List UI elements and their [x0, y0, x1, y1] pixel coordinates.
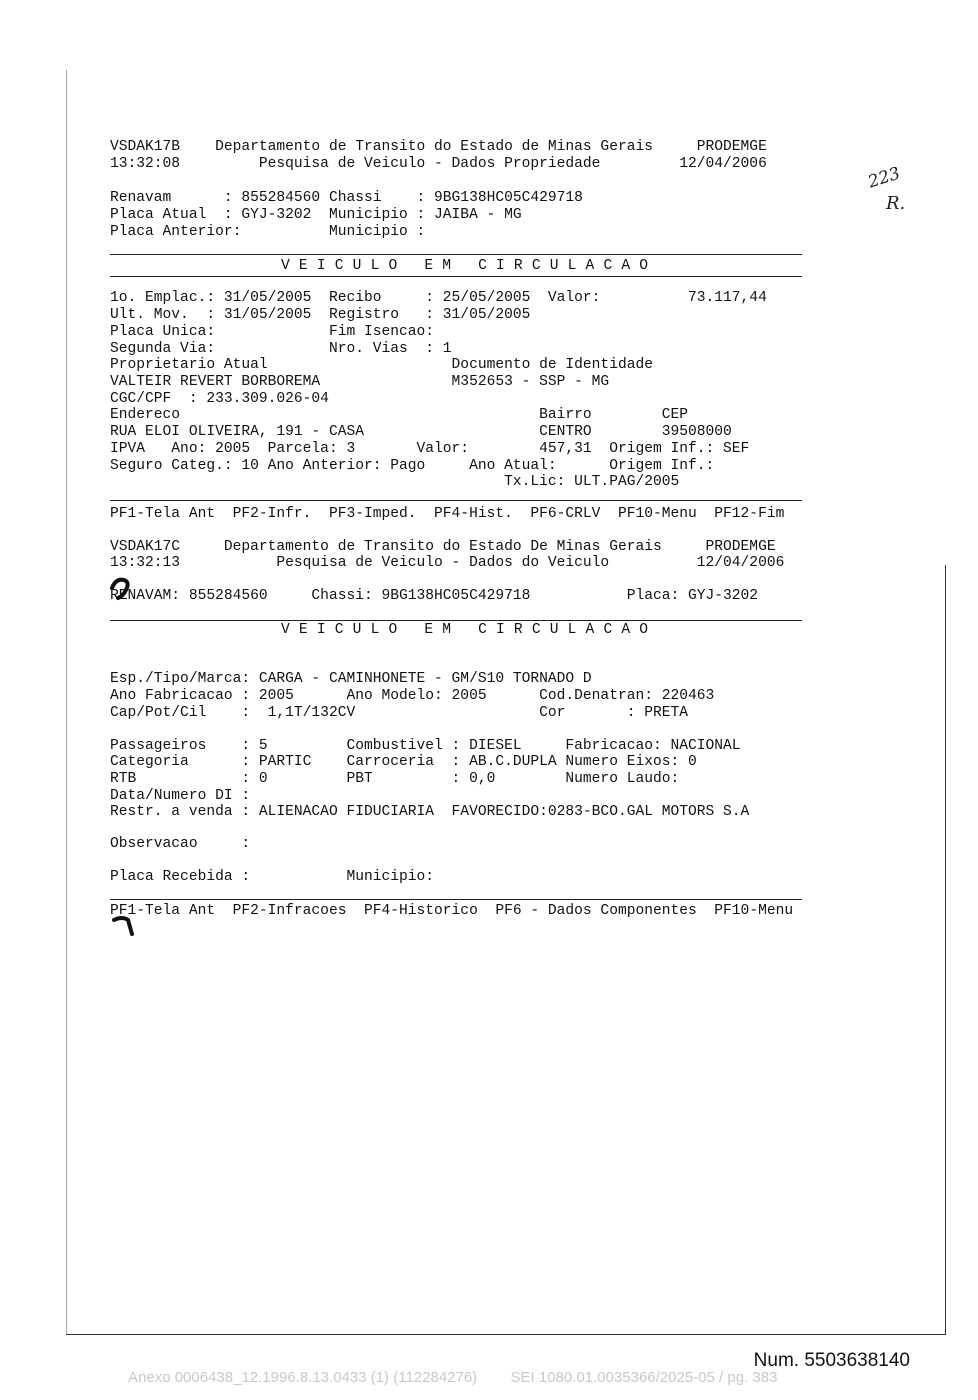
page-frame-left [66, 70, 67, 1335]
screen2-restricao-line: Restr. a venda : ALIENACAO FIDUCIARIA FAVORECIDO:0283-BCO.GAL MOTORS S.A [110, 804, 750, 820]
scan-mark-icon [112, 910, 140, 938]
screen1-rule-banner [110, 276, 802, 277]
document-number: Num. 5503638140 [753, 1350, 910, 1371]
screen2-rule-bottom [110, 899, 802, 900]
screen2-rule-top [110, 620, 802, 621]
screen1-banner: V E I C U L O E M C I R C U L A C A O [281, 258, 649, 274]
screen2-passageiros-line: Passageiros : 5 Combustivel : DIESEL Fabricacao: NACIONAL [110, 738, 741, 754]
screen1-endereco-label-line: Endereco Bairro CEP [110, 407, 689, 423]
screen1-emplac-line: 1o. Emplac.: 31/05/2005 Recibo : 25/05/2005 Valor: 73.117,44 [110, 290, 767, 306]
handwritten-initial: R. [886, 193, 906, 214]
page-frame-bottom [66, 1334, 946, 1335]
screen1-ipva-line: IPVA Ano: 2005 Parcela: 3 Valor: 457,31 Origem Inf.: SEF [110, 441, 750, 457]
screen1-proprietario-value-line: VALTEIR REVERT BORBOREMA M352653 - SSP - MG [110, 374, 610, 390]
screen2-header-line1: VSDAK17C Departamento de Transito do Estado De Minas Gerais PRODEMGE [110, 539, 776, 555]
screen1-cpf-line: CGC/CPF : 233.309.026-04 [110, 391, 329, 407]
screen2-categoria-line: Categoria : PARTIC Carroceria : AB.C.DUPLA Numero Eixos: 0 [110, 754, 697, 770]
screen1-placa-unica-line: Placa Unica: Fim Isencao: [110, 324, 435, 340]
screen2-cap-pot-line: Cap/Pot/Cil : 1,1T/132CV Cor : PRETA [110, 705, 689, 721]
screen2-placa-recebida-line: Placa Recebida : Municipio: [110, 869, 435, 885]
screen1-ult-mov-line: Ult. Mov. : 31/05/2005 Registro : 31/05/2005 [110, 307, 531, 323]
page-frame-right [945, 565, 946, 1335]
screen1-function-keys: PF1-Tela Ant PF2-Infr. PF3-Imped. PF4-Hist. PF6-CRLV PF10-Menu PF12-Fim [110, 506, 785, 522]
screen2-rtb-line: RTB : 0 PBT : 0,0 Numero Laudo: [110, 771, 680, 787]
screen1-placa-anterior-line: Placa Anterior: Municipio : [110, 224, 426, 240]
screen1-renavam-line: Renavam : 855284560 Chassi : 9BG138HC05C429718 [110, 190, 583, 206]
screen1-txlic-line: Tx.Lic: ULT.PAG/2005 [110, 474, 680, 490]
screen2-data-di-line: Data/Numero DI : [110, 788, 251, 804]
screen1-placa-atual-line: Placa Atual : GYJ-3202 Municipio : JAIBA - MG [110, 207, 522, 223]
handwritten-page-number: 223 [865, 163, 903, 193]
screen2-ano-fabricacao-line: Ano Fabricacao : 2005 Ano Modelo: 2005 Cod.Denatran: 220463 [110, 688, 715, 704]
screen1-header-line1: VSDAK17B Departamento de Transito do Estado de Minas Gerais PRODEMGE [110, 139, 767, 155]
screen1-segunda-via-line: Segunda Via: Nro. Vias : 1 [110, 341, 452, 357]
screen1-proprietario-label-line: Proprietario Atual Documento de Identidade [110, 357, 653, 373]
screen1-header-line2: 13:32:08 Pesquisa de Veiculo - Dados Propriedade 12/04/2006 [110, 156, 767, 172]
screen1-rule-bottom [110, 500, 802, 501]
screen1-rule-top [110, 254, 802, 255]
screen1-seguro-line: Seguro Categ.: 10 Ano Anterior: Pago Ano Atual: Origem Inf.: [110, 458, 715, 474]
screen2-banner: V E I C U L O E M C I R C U L A C A O [281, 622, 649, 638]
annex-watermark-line: Anexo 0006438_12.1996.8.13.0433 (1) (112284276) SEI 1080.01.0035366/2025-05 / pg. 383 [128, 1369, 778, 1386]
screen2-especie-line: Esp./Tipo/Marca: CARGA - CAMINHONETE - GM/S10 TORNADO D [110, 671, 592, 687]
screen2-renavam-line: RENAVAM: 855284560 Chassi: 9BG138HC05C429718 Placa: GYJ-3202 [110, 588, 759, 604]
screen2-header-line2: 13:32:13 Pesquisa de Veiculo - Dados do Veiculo 12/04/2006 [110, 555, 785, 571]
screen2-function-keys: PF1-Tela Ant PF2-Infracoes PF4-Historico PF6 - Dados Componentes PF10-Menu [110, 903, 794, 919]
scan-mark-icon [108, 576, 140, 604]
screen2-observacao-line: Observacao : [110, 836, 251, 852]
screen1-endereco-value-line: RUA ELOI OLIVEIRA, 191 - CASA CENTRO 39508000 [110, 424, 732, 440]
